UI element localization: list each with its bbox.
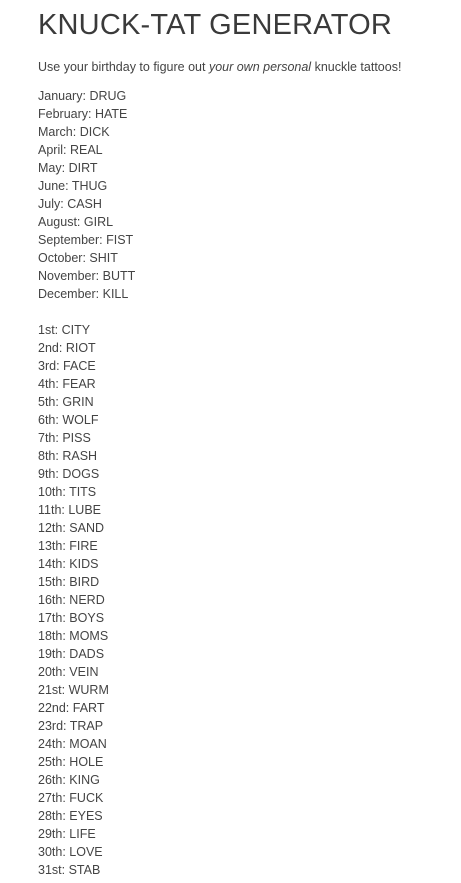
day-list-item xyxy=(38,699,461,717)
day-list-item-label: 15th: xyxy=(38,575,66,589)
month-list-item-label: December: xyxy=(38,287,100,301)
intro-text xyxy=(38,59,461,75)
day-list-item-word: FUCK xyxy=(69,791,104,805)
month-list-item-word: CASH xyxy=(67,197,102,211)
day-list-item-label: 10th: xyxy=(38,485,66,499)
day-list-item-label: 14th: xyxy=(38,557,66,571)
day-list-item-label: 6th: xyxy=(38,413,59,427)
day-list-item-word: NERD xyxy=(69,593,105,607)
day-list-item-label: 26th: xyxy=(38,773,66,787)
month-list-item-word: SHIT xyxy=(89,251,118,265)
month-list-item-word: FIST xyxy=(106,233,134,247)
day-list-item xyxy=(38,717,461,735)
day-list-item-label: 24th: xyxy=(38,737,66,751)
month-list-item xyxy=(38,195,461,213)
intro-text-emphasis: your own personal xyxy=(208,60,312,74)
month-list xyxy=(38,87,461,303)
day-list-item xyxy=(38,357,461,375)
month-list-item-label: November: xyxy=(38,269,100,283)
day-list-item xyxy=(38,501,461,519)
month-list-item-word: HATE xyxy=(94,107,128,121)
month-list-item-word: DIRT xyxy=(68,161,98,175)
day-list-item-label: 27th: xyxy=(38,791,66,805)
day-list-item-word: SAND xyxy=(69,521,105,535)
month-list-item xyxy=(38,231,461,249)
day-list-item-label: 7th: xyxy=(38,431,59,445)
day-list-item-label: 18th: xyxy=(38,629,66,643)
day-list-item-label: 30th: xyxy=(38,845,66,859)
day-list-item-word: RIOT xyxy=(65,341,96,355)
month-list-item-word: GIRL xyxy=(83,215,114,229)
day-list-item-word: PISS xyxy=(62,431,91,445)
day-list-item xyxy=(38,555,461,573)
month-list-item-label: August: xyxy=(38,215,81,229)
day-list-item-label: 11th: xyxy=(38,503,65,517)
day-list-item xyxy=(38,339,461,357)
day-list-item xyxy=(38,627,461,645)
day-list-item-word: BOYS xyxy=(69,611,105,625)
day-list-item-word: VEIN xyxy=(69,665,99,679)
month-list-item-label: May: xyxy=(38,161,66,175)
day-list-item-label: 23rd: xyxy=(38,719,67,733)
day-list-item-label: 3rd: xyxy=(38,359,60,373)
day-list-item-word: DADS xyxy=(69,647,105,661)
day-list-item-word: HOLE xyxy=(69,755,104,769)
month-list-item-word: DICK xyxy=(79,125,110,139)
day-list-item-word: LOVE xyxy=(69,845,103,859)
day-list-item-word: KIDS xyxy=(69,557,99,571)
day-list-item-word: RASH xyxy=(62,449,98,463)
month-list-item-word: KILL xyxy=(102,287,129,301)
month-list-item xyxy=(38,213,461,231)
month-list-item xyxy=(38,285,461,303)
day-list-item-word: STAB xyxy=(68,863,101,877)
day-list-item-label: 22nd: xyxy=(38,701,70,715)
month-list-item xyxy=(38,123,461,141)
day-list-item-word: FACE xyxy=(63,359,96,373)
day-list-item xyxy=(38,483,461,501)
intro-text-end: knuckle tattoos! xyxy=(311,60,402,74)
day-list-item-label: 20th: xyxy=(38,665,66,679)
day-list-item-label: 8th: xyxy=(38,449,59,463)
day-list-item-word: EYES xyxy=(69,809,103,823)
day-list-item-word: FIRE xyxy=(69,539,98,553)
day-list-item xyxy=(38,519,461,537)
day-list-item xyxy=(38,753,461,771)
day-list-item xyxy=(38,591,461,609)
day-list-item xyxy=(38,393,461,411)
day-list-item-label: 2nd: xyxy=(38,341,63,355)
day-list-item-label: 4th: xyxy=(38,377,59,391)
day-list-item xyxy=(38,789,461,807)
month-list-item-label: July: xyxy=(38,197,64,211)
day-list-item-label: 1st: xyxy=(38,323,59,337)
day-list-item-word: GRIN xyxy=(62,395,94,409)
day-list-item-label: 31st: xyxy=(38,863,66,877)
day-list-item xyxy=(38,573,461,591)
day-list-item xyxy=(38,663,461,681)
day-list-item-label: 17th: xyxy=(38,611,66,625)
day-list-item-word: KING xyxy=(69,773,100,787)
day-list-item-label: 5th: xyxy=(38,395,59,409)
day-list-item-word: CITY xyxy=(61,323,91,337)
day-list-item xyxy=(38,735,461,753)
day-list-item xyxy=(38,375,461,393)
month-list-item-word: BUTT xyxy=(102,269,136,283)
day-list-item xyxy=(38,843,461,861)
day-list-item xyxy=(38,537,461,555)
month-list-item-word: REAL xyxy=(69,143,103,157)
month-list-item-word: THUG xyxy=(71,179,108,193)
day-list-item-label: 28th: xyxy=(38,809,66,823)
month-list-item xyxy=(38,87,461,105)
day-list-item xyxy=(38,429,461,447)
day-list-item-label: 13th: xyxy=(38,539,66,553)
day-list-item xyxy=(38,681,461,699)
day-list-item-word: LIFE xyxy=(69,827,96,841)
month-list-item-label: February: xyxy=(38,107,92,121)
month-list-item-label: January: xyxy=(38,89,86,103)
day-list-item-word: MOMS xyxy=(69,629,109,643)
intro-text-start: Use your birthday to figure out xyxy=(38,60,209,74)
day-list-item-word: BIRD xyxy=(69,575,100,589)
day-list-item-label: 19th: xyxy=(38,647,66,661)
day-list-item xyxy=(38,645,461,663)
day-list-item xyxy=(38,825,461,843)
month-list-item xyxy=(38,159,461,177)
page-title: KNUCK-TAT GENERATOR xyxy=(38,9,392,41)
month-list-item xyxy=(38,249,461,267)
day-list-item xyxy=(38,321,461,339)
day-list-item-word: MOAN xyxy=(69,737,107,751)
day-list-item xyxy=(38,807,461,825)
month-list-item xyxy=(38,141,461,159)
day-list-item-word: WOLF xyxy=(62,413,99,427)
day-list-item-label: 25th: xyxy=(38,755,66,769)
day-list-item xyxy=(38,861,461,879)
day-list-item xyxy=(38,411,461,429)
day-list-item-word: LUBE xyxy=(68,503,102,517)
day-list-item-label: 9th: xyxy=(38,467,59,481)
month-list-item-label: June: xyxy=(38,179,69,193)
month-list-item xyxy=(38,267,461,285)
month-list-item-label: March: xyxy=(38,125,77,139)
day-list-item-word: WURM xyxy=(68,683,109,697)
day-list-item xyxy=(38,465,461,483)
month-list-item xyxy=(38,177,461,195)
day-list-item-word: FEAR xyxy=(62,377,96,391)
day-list-item-label: 12th: xyxy=(38,521,66,535)
month-list-item-label: September: xyxy=(38,233,103,247)
day-list-item-word: DOGS xyxy=(62,467,100,481)
day-list-item-word: TRAP xyxy=(69,719,104,733)
day-list-item xyxy=(38,609,461,627)
month-list-item-label: April: xyxy=(38,143,67,157)
day-list-item-word: TITS xyxy=(69,485,97,499)
day-list-item xyxy=(38,771,461,789)
day-list xyxy=(38,321,461,879)
month-list-item-word: DRUG xyxy=(89,89,127,103)
month-list-item-label: October: xyxy=(38,251,86,265)
day-list-item-label: 29th: xyxy=(38,827,66,841)
day-list-item-label: 16th: xyxy=(38,593,66,607)
month-list-item xyxy=(38,105,461,123)
day-list-item xyxy=(38,447,461,465)
day-list-item-word: FART xyxy=(72,701,105,715)
day-list-item-label: 21st: xyxy=(38,683,66,697)
